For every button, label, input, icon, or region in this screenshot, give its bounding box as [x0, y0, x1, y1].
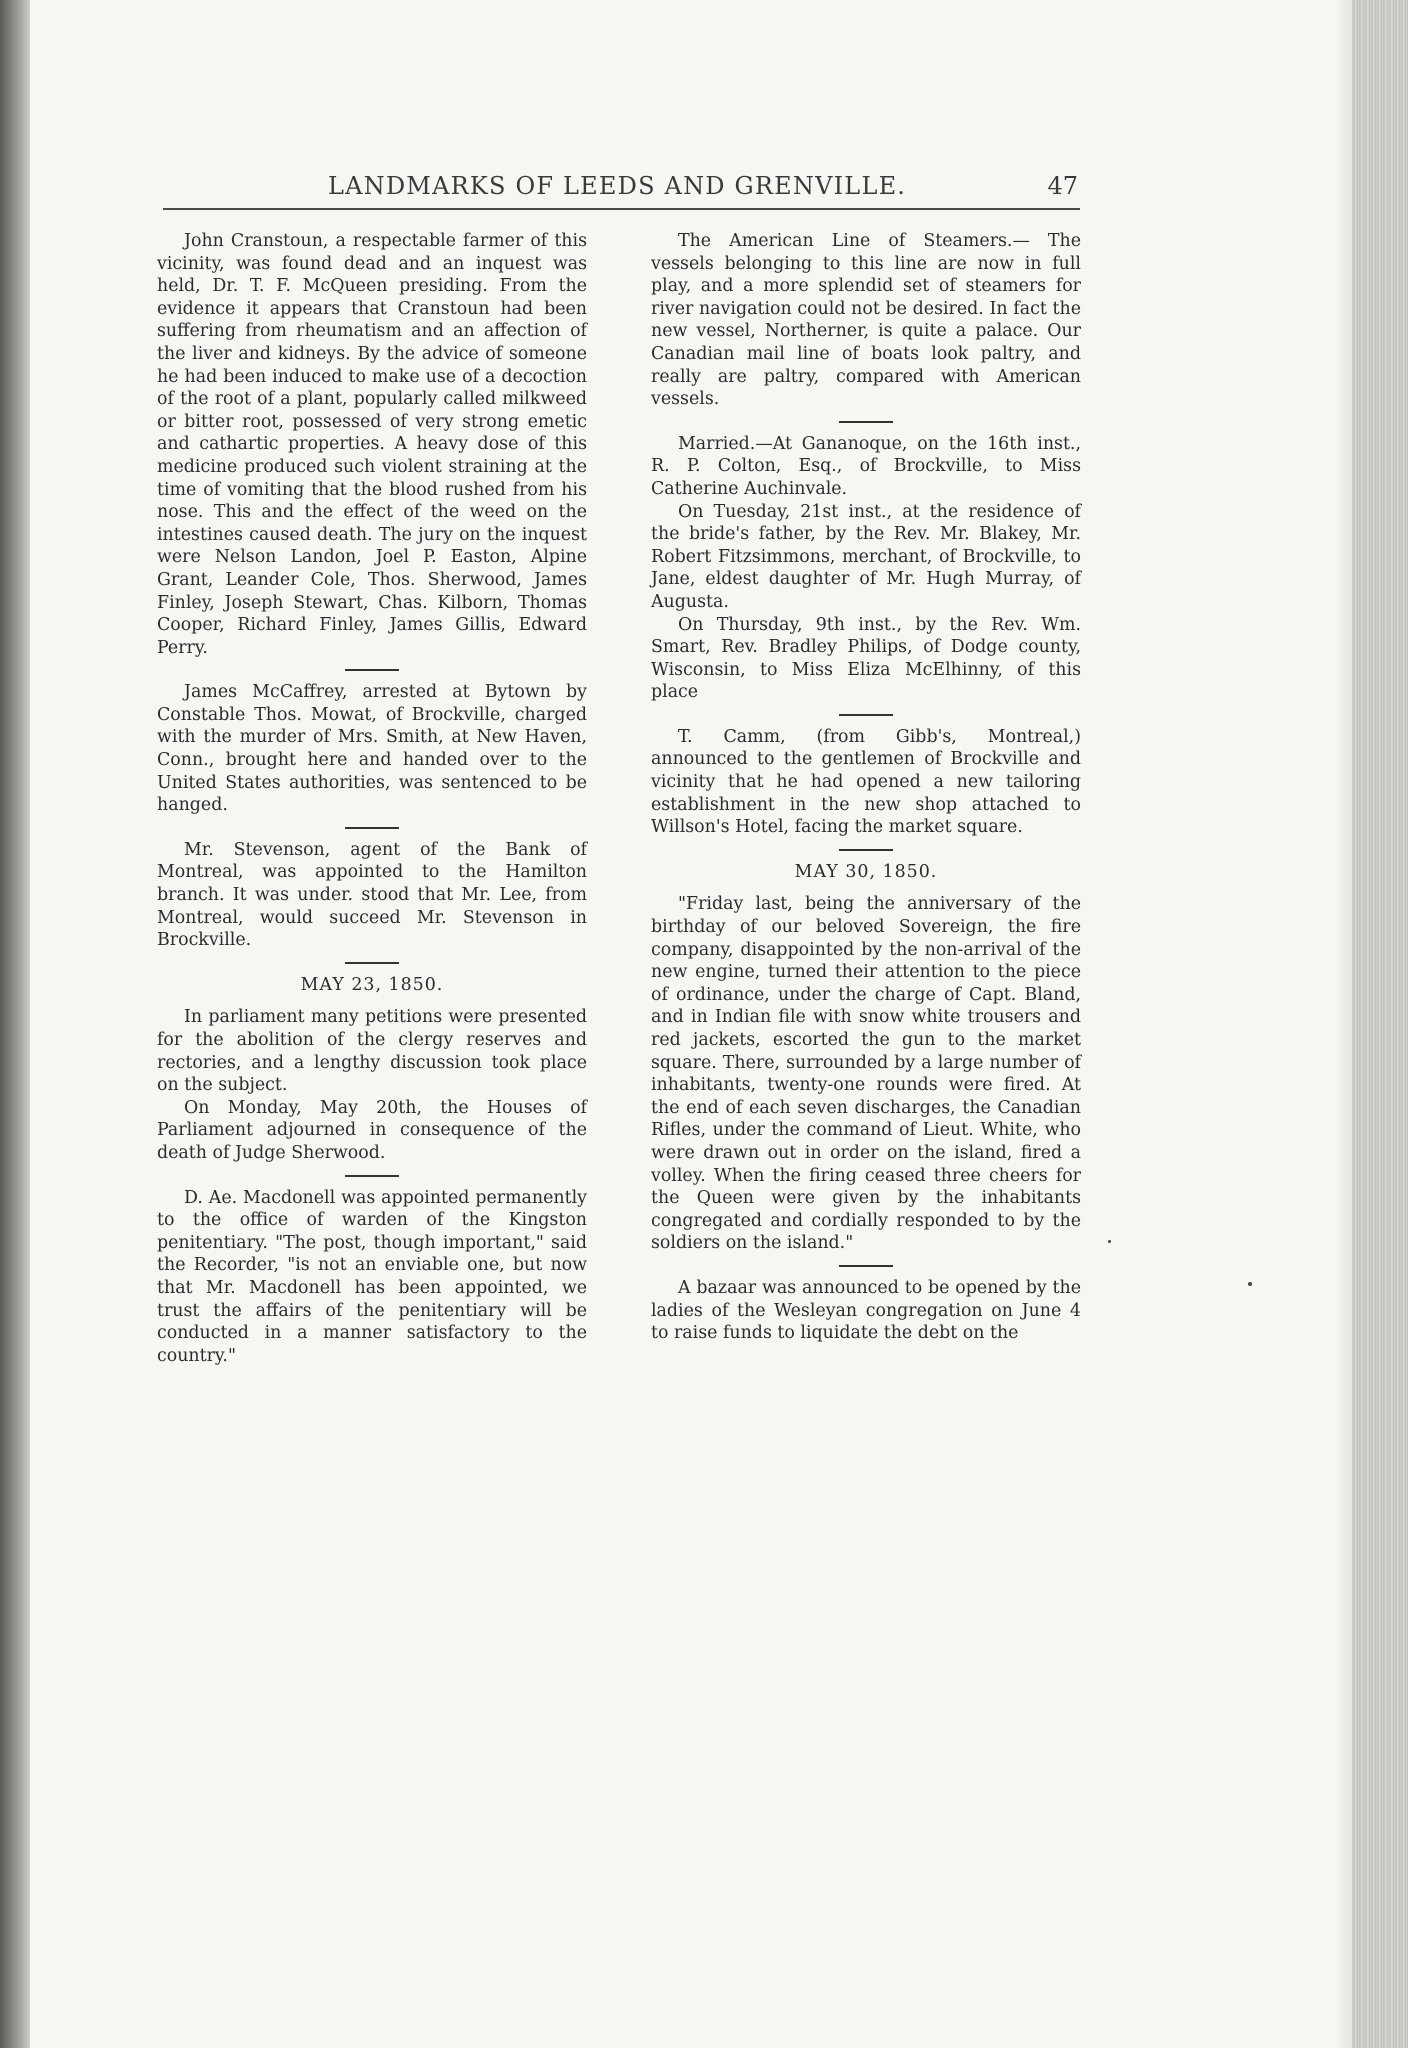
notice-camm-tailoring: T. Camm, (from Gibb's, Montreal,) announced to the gentlemen of Brockville and vicinity that he had opened a new tailoring establishment in the new shop attached to Willson's Hotel, facing the market square. [651, 726, 1081, 838]
page-number: 47 [1047, 172, 1078, 200]
article-american-steamers: The American Line of Steamers.— The vessels belonging to this line are now in full play, and a more splendid set of steamers for river navigation could not be desired. In fact the new vessel, Northerner, is quite a palace. Our Canadian mail line of boats look paltry, and really are paltry, compared with American vessels. [651, 231, 1081, 410]
article-mccaffrey-arrest: James McCaffrey, arrested at Bytown by Constable Thos. Mowat, of Brockville, charged with the murder of Mrs. Smith, at New Haven, Conn., brought here and handed over to the United States authorities, was sentenced to be hanged. [157, 682, 587, 816]
separator-rule [839, 421, 893, 423]
article-queens-birthday: "Friday last, being the anniversary of the birthday of our beloved Sovereign, the fire company, disappointed by the non-arrival of the new engine, turned their attention to the piece of ordinance, under the charge of Capt. Bland, and in Indian file with snow white trousers and red jackets, escorted the gun to the market square. There, surrounded by a large number of inhabitants, twenty-one rounds were fired. At the end of each seven discharges, the Canadian Rifles, under the command of Lieut. White, who were drawn out in order on the island, fired a volley. When the firing ceased three cheers for the Queen were given by the inhabitants congregated and cordially responded to by the soldiers on the island." [651, 894, 1081, 1254]
article-stevenson-bank: Mr. Stevenson, agent of the Bank of Montreal, was appointed to the Hamilton branch. It was under. stood that Mr. Lee, from Montreal, would succeed Mr. Stevenson in Brockville. [157, 839, 587, 951]
separator-rule [839, 849, 893, 851]
separator-rule [345, 1175, 399, 1177]
separator-rule [345, 962, 399, 964]
article-parliament-petitions: In parliament many petitions were presented for the abolition of the clergy reserves and rectories, and a lengthy discussion took place on the subject. [157, 1007, 587, 1096]
running-title: LANDMARKS OF LEEDS AND GRENVILLE. [328, 172, 907, 200]
article-macdonell-warden: D. Ae. Macdonell was appointed permanently to the office of warden of the Kingston penitentiary. "The post, though important," said the Recorder, "is not an enviable one, but now that Mr. Macdonell has been appointed, we trust the affairs of the penitentiary will be conducted in a manner satisfactory to the country." [157, 1187, 587, 1366]
article-parliament-adjourned: On Monday, May 20th, the Houses of Parliament adjourned in consequence of the death of Judge Sherwood. [157, 1097, 587, 1163]
notice-marriage-colton: Married.—At Gananoque, on the 16th inst., R. P. Colton, Esq., of Brockville, to Miss Catherine Auchinvale. [651, 433, 1081, 499]
article-wesleyan-bazaar: A bazaar was announced to be opened by the ladies of the Wesleyan congregation on June 4 to raise funds to liquidate the debt on the [651, 1277, 1081, 1344]
page-stack-edge [1352, 0, 1408, 2048]
article-cranstoun-inquest: John Cranstoun, a respectable farmer of this vicinity, was found dead and an inquest was held, Dr. T. F. McQueen presiding. From the evidence it appears that Cranstoun had been suffering from rheumatism and an affection of the liver and kidneys. By the advice of someone he had been induced to make use of a decoction of the root of a plant, popularly called milkweed or bitter root, possessed of very strong emetic and cathartic properties. A heavy dose of this medicine produced such violent straining at the time of vomiting that the blood rushed from his nose. This and the effect of the weed on the intestines caused death. The jury on the inquest were Nelson Landon, Joel P. Easton, Alpine Grant, Leander Cole, Thos. Sherwood, James Finley, Joseph Stewart, Chas. Kilborn, Thomas Cooper, Richard Finley, James Gillis, Edward Perry. [157, 231, 587, 658]
separator-rule [345, 669, 399, 671]
dateline-may-30: MAY 30, 1850. [794, 861, 938, 882]
separator-rule [345, 827, 399, 829]
book-spine-shadow [0, 0, 30, 2048]
running-header [163, 168, 1080, 208]
right-column [651, 230, 1081, 1345]
separator-rule [839, 714, 893, 716]
page-edge-shadow [1335, 0, 1353, 2048]
separator-rule [839, 1265, 893, 1267]
dateline-may-23: MAY 23, 1850. [300, 974, 444, 995]
notice-marriage-philips: On Thursday, 9th inst., by the Rev. Wm. Smart, Rev. Bradley Philips, of Dodge county, Wisconsin, to Miss Eliza McElhinny, of this place [651, 614, 1081, 703]
dust-speck [1248, 1282, 1252, 1286]
dust-speck [1108, 1240, 1111, 1243]
header-rule [163, 208, 1080, 210]
notice-marriage-fitzsimmons: On Tuesday, 21st inst., at the residence of the bride's father, by the Rev. Mr. Blakey, Mr. Robert Fitzsimmons, merchant, of Brockville, to Jane, eldest daughter of Mr. Hugh Murray, of Augusta. [651, 501, 1081, 612]
left-column [157, 230, 587, 1367]
